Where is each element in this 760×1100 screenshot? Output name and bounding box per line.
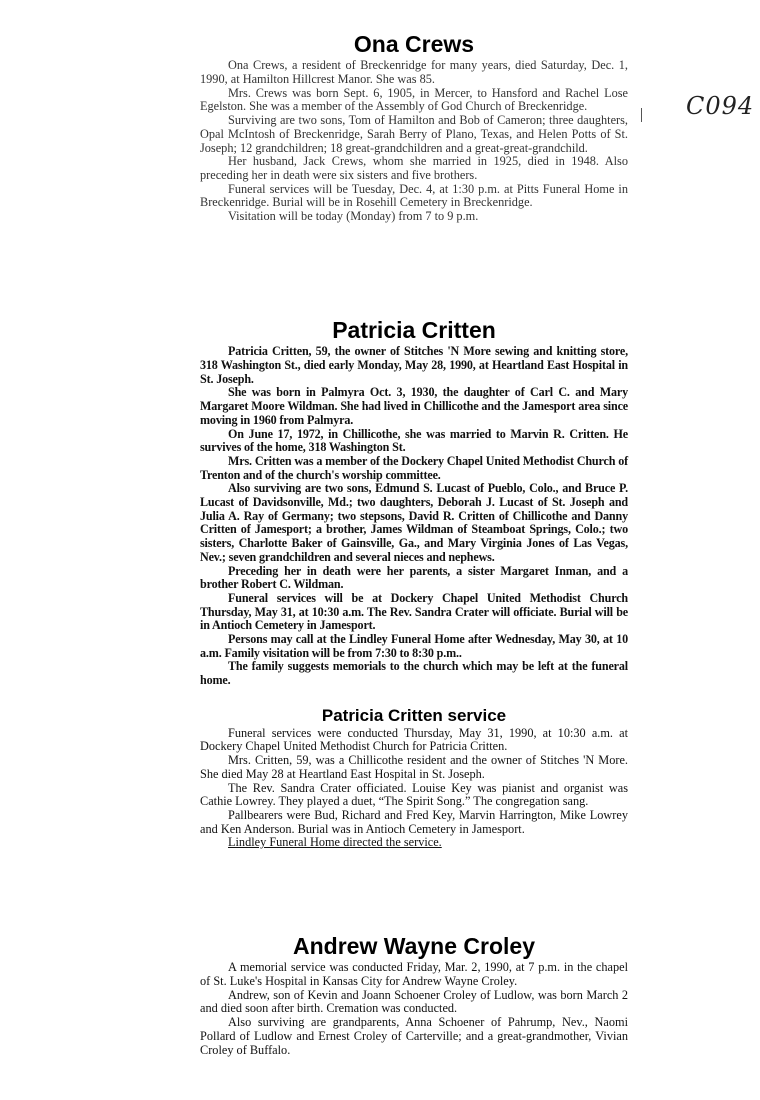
obituary-headline: Ona Crews [353,31,475,57]
obituary-headline: Patricia Critten [332,317,496,343]
paragraph: The family suggests memorials to the church which may be left at the funeral home. [200,659,628,688]
paragraph: A memorial service was conducted Friday, Mar. 2, 1990, at 7 p.m. in the chapel of St. Luke's Hospital in Kansas City for Andrew Wayne Croley. [200,960,628,988]
obituary-body [200,59,628,223]
margin-mark [641,108,642,122]
paragraph: The Rev. Sandra Crater officiated. Louise Key was pianist and organist was Cathie Lowrey. They played a duet, “The Spirit Song.” The congregation sang. [200,780,628,809]
obituary-patricia-critten [200,318,628,688]
paragraph: Surviving are two sons, Tom of Hamilton and Bob of Cameron; three daughters, Opal McIntosh of Breckenridge, Sarah Berry of Plano, Texas, and Helen Potts of St. Joseph; 12 grandchildren; 18 great-grandchildren and a great-great-grandchild. [200,113,628,155]
paragraph: Persons may call at the Lindley Funeral Home after Wednesday, May 30, at 10 a.m. Family visitation will be from 7:30 to 8:30 p.m.. [200,632,628,660]
obituary-body [200,961,628,1057]
paragraph: Funeral services will be Tuesday, Dec. 4, at 1:30 p.m. at Pitts Funeral Home in Breckenridge. Burial will be in Rosehill Cemetery in Breckenridge. [200,181,628,210]
paragraph: Mrs. Critten was a member of the Dockery Chapel United Methodist Church of Trenton and of the church's worship committee. [200,453,628,482]
obituary-body [200,727,628,850]
paragraph: Her husband, Jack Crews, whom she married in 1925, died in 1948. Also preceding her in death were six sisters and five brothers. [200,154,628,182]
file-code-annotation: C094 [686,92,755,120]
paragraph: Patricia Critten, 59, the owner of Stitches 'N More sewing and knitting store, 318 Washington St., died early Monday, May 28, 1990, at Heartland East Hospital in St. Joseph. [200,344,628,386]
obituary-headline: Andrew Wayne Croley [293,933,535,959]
obituary-ona-crews [200,32,628,224]
paragraph: Andrew, son of Kevin and Joann Schoener Croley of Ludlow, was born March 2 and died soon after birth. Cremation was conducted. [200,987,628,1016]
paragraph: On June 17, 1972, in Chillicothe, she was married to Marvin R. Critten. He survives of the home, 318 Washington St. [200,426,628,455]
obituary-headline: Patricia Critten service [321,706,507,725]
paragraph: Ona Crews, a resident of Breckenridge for many years, died Saturday, Dec. 1, 1990, at Hamilton Hillcrest Manor. She was 85. [200,58,628,86]
paragraph: Lindley Funeral Home directed the service. [228,835,442,850]
paragraph: She was born in Palmyra Oct. 3, 1930, the daughter of Carl C. and Mary Margaret Moore Wildman. She had lived in Chillicothe and the Jamesport area since moving in 1960 from Palmyra. [200,385,628,427]
paragraph: Funeral services will be at Dockery Chapel United Methodist Church Thursday, May 31, at 10:30 a.m. The Rev. Sandra Crater will officiate. Burial will be in Antioch Cemetery in Jamesport. [200,590,628,633]
paragraph: Pallbearers were Bud, Richard and Fred Key, Marvin Harrington, Mike Lowrey and Ken Anderson. Burial was in Antioch Cemetery in Jamesport. [200,807,628,836]
paragraph: Also surviving are grandparents, Anna Schoener of Pahrump, Nev., Naomi Pollard of Ludlow and Ernest Croley of Carterville; and a great-grandmother, Vivian Croley of Buffalo. [200,1015,628,1057]
paragraph: Visitation will be today (Monday) from 7 to 9 p.m. [228,209,479,224]
paragraph: Preceding her in death were her parents, a sister Margaret Inman, and a brother Robert C. Wildman. [200,563,628,592]
paragraph: Also surviving are two sons, Edmund S. Lucast of Pueblo, Colo., and Bruce P. Lucast of Davidsonville, Md.; two daughters, Deborah J. Lucast of St. Joseph and Julia A. Ray of Germany; two stepsons, David R. Critten of Chillicothe and Danny Critten of Jamesport; a brother, James Wildman of Steamboat Springs, Colo.; two sisters, Charlotte Baker of Gainsville, Ga., and Mary Virginia Jones of Las Vegas, Nev.; seven grandchildren and several nieces and nephews. [200,481,628,564]
paragraph: Mrs. Crews was born Sept. 6, 1905, in Mercer, to Hansford and Rachel Lose Egelston. She was a member of the Assembly of God Church of Breckenridge. [200,85,628,114]
obituary-body [200,345,628,688]
obituary-patricia-critten-service [200,707,628,850]
obituary-andrew-wayne-croley [200,934,628,1057]
paragraph: Funeral services were conducted Thursday, May 31, 1990, at 10:30 a.m. at Dockery Chapel United Methodist Church for Patricia Critten. [200,725,628,754]
paragraph: Mrs. Critten, 59, was a Chillicothe resident and the owner of Stitches 'N More. She died May 28 at Heartland East Hospital in St. Joseph. [200,753,628,781]
